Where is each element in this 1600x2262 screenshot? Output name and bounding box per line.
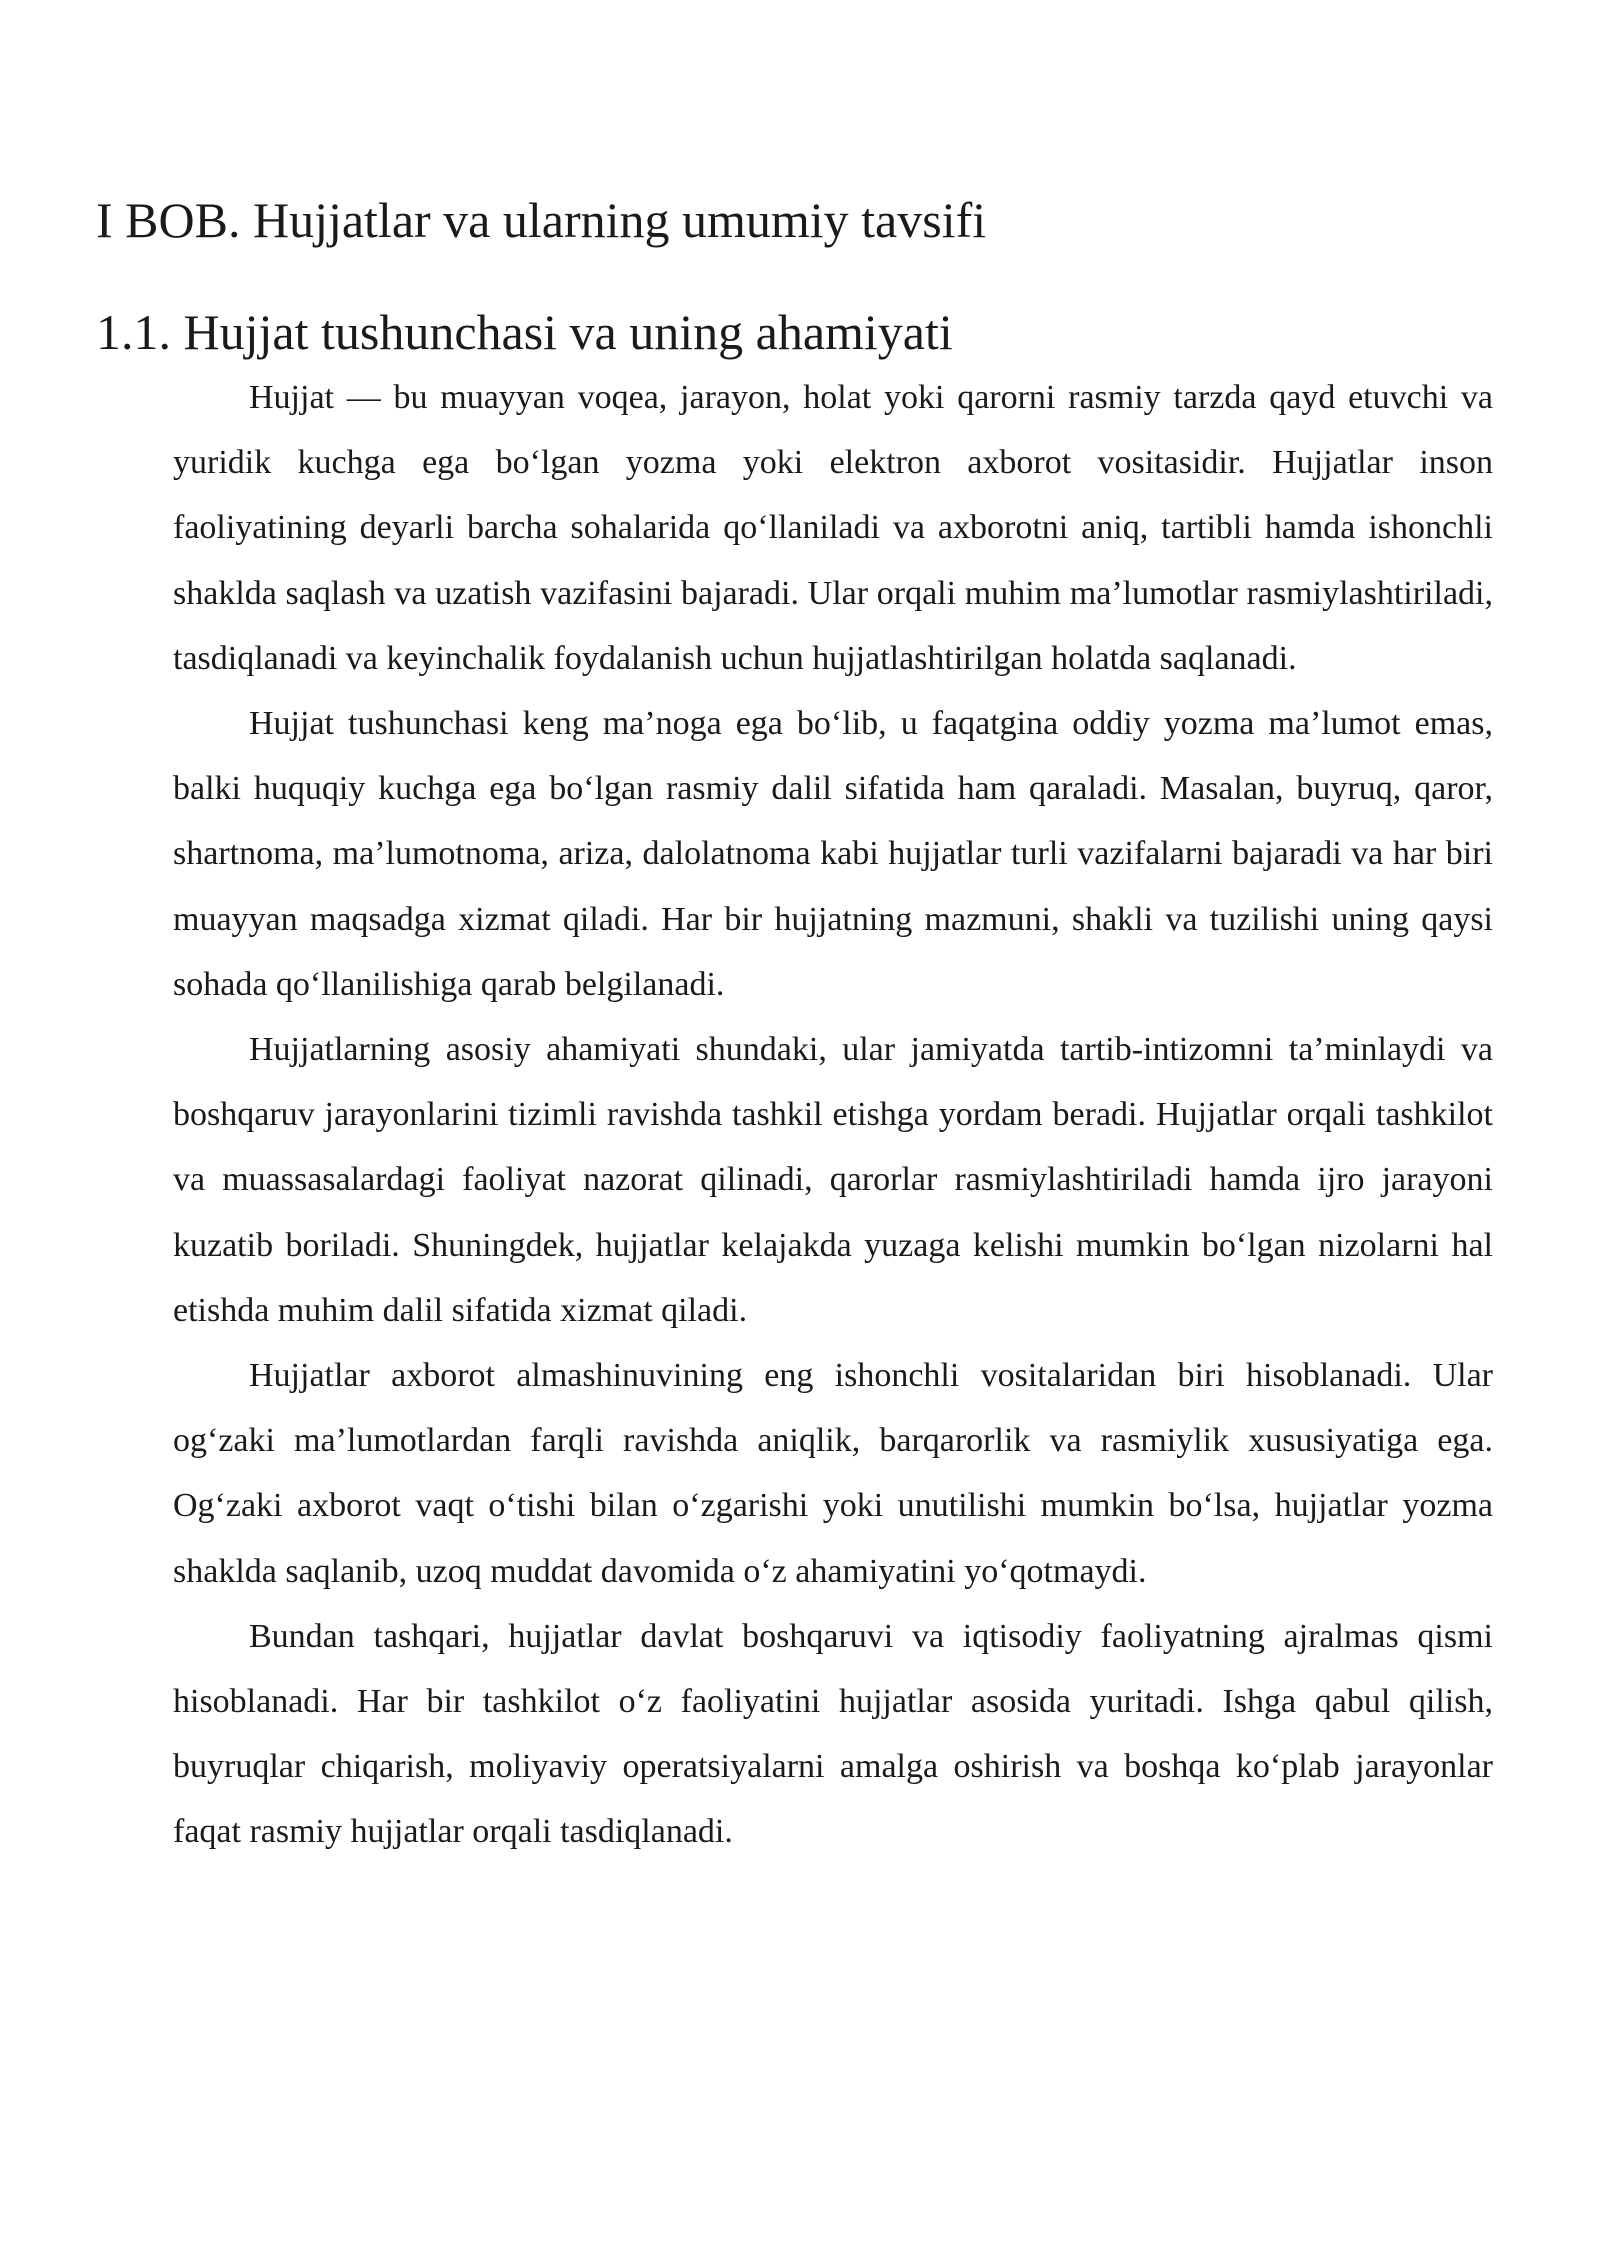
paragraph-3: Hujjatlarning asosiy ahamiyati shundaki, ular jamiyatda tartib-intizomni ta’minlaydi va boshqaruv jarayonlarini tizimli ravishda tashkil etishga yordam beradi. Hujjatlar orqali tashkilot va muassasalardagi faoliyat nazorat qilinadi, qarorlar rasmiylashtiriladi hamda ijro jarayoni kuzatib boriladi. Shuningdek, hujjatlar kelajakda yuzaga kelishi mumkin bo‘lgan nizolarni hal etishda muhim dalil sifatida xizmat qiladi.	[173, 1031, 1493, 1329]
body-text	[173, 365, 1493, 1865]
chapter-title: I BOB. Hujjatlar va ularning umumiy tavsifi	[96, 192, 987, 248]
section-title: 1.1. Hujjat tushunchasi va uning ahamiyati	[96, 304, 953, 360]
paragraph-2: Hujjat tushunchasi keng ma’noga ega bo‘lib, u faqatgina oddiy yozma ma’lumot emas, balki huquqiy kuchga ega bo‘lgan rasmiy dalil sifatida ham qaraladi. Masalan, buyruq, qaror, shartnoma, ma’lumotnoma, ariza, dalolatnoma kabi hujjatlar turli vazifalarni bajaradi va har biri muayyan maqsadga xizmat qiladi. Har bir hujjatning mazmuni, shakli va tuzilishi uning qaysi sohada qo‘llanilishiga qarab belgilanadi.	[173, 705, 1493, 1003]
paragraph-5: Bundan tashqari, hujjatlar davlat boshqaruvi va iqtisodiy faoliyatning ajralmas qismi hisoblanadi. Har bir tashkilot o‘z faoliyatini hujjatlar asosida yuritadi. Ishga qabul qilish, buyruqlar chiqarish, moliyaviy operatsiyalarni amalga oshirish va boshqa ko‘plab jarayonlar faqat rasmiy hujjatlar orqali tasdiqlanadi.	[173, 1617, 1493, 1851]
paragraph-4: Hujjatlar axborot almashinuvining eng ishonchli vositalaridan biri hisoblanadi. Ular og‘zaki ma’lumotlardan farqli ravishda aniqlik, barqarorlik va rasmiylik xususiyatiga ega. Og‘zaki axborot vaqt o‘tishi bilan o‘zgarishi yoki unutilishi mumkin bo‘lsa, hujjatlar yozma shaklda saqlanib, uzoq muddat davomida o‘z ahamiyatini yo‘qotmaydi.	[173, 1357, 1493, 1590]
paragraph-1: Hujjat — bu muayyan voqea, jarayon, holat yoki qarorni rasmiy tarzda qayd etuvchi va yuridik kuchga ega bo‘lgan yozma yoki elektron axborot vositasidir. Hujjatlar inson faoliyatining deyarli barcha sohalarida qo‘llaniladi va axborotni aniq, tartibli hamda ishonchli shaklda saqlash va uzatish vazifasini bajaradi. Ular orqali muhim ma’lumotlar rasmiylashtiriladi, tasdiqlanadi va keyinchalik foydalanish uchun hujjatlashtirilgan holatda saqlanadi.	[173, 379, 1493, 677]
